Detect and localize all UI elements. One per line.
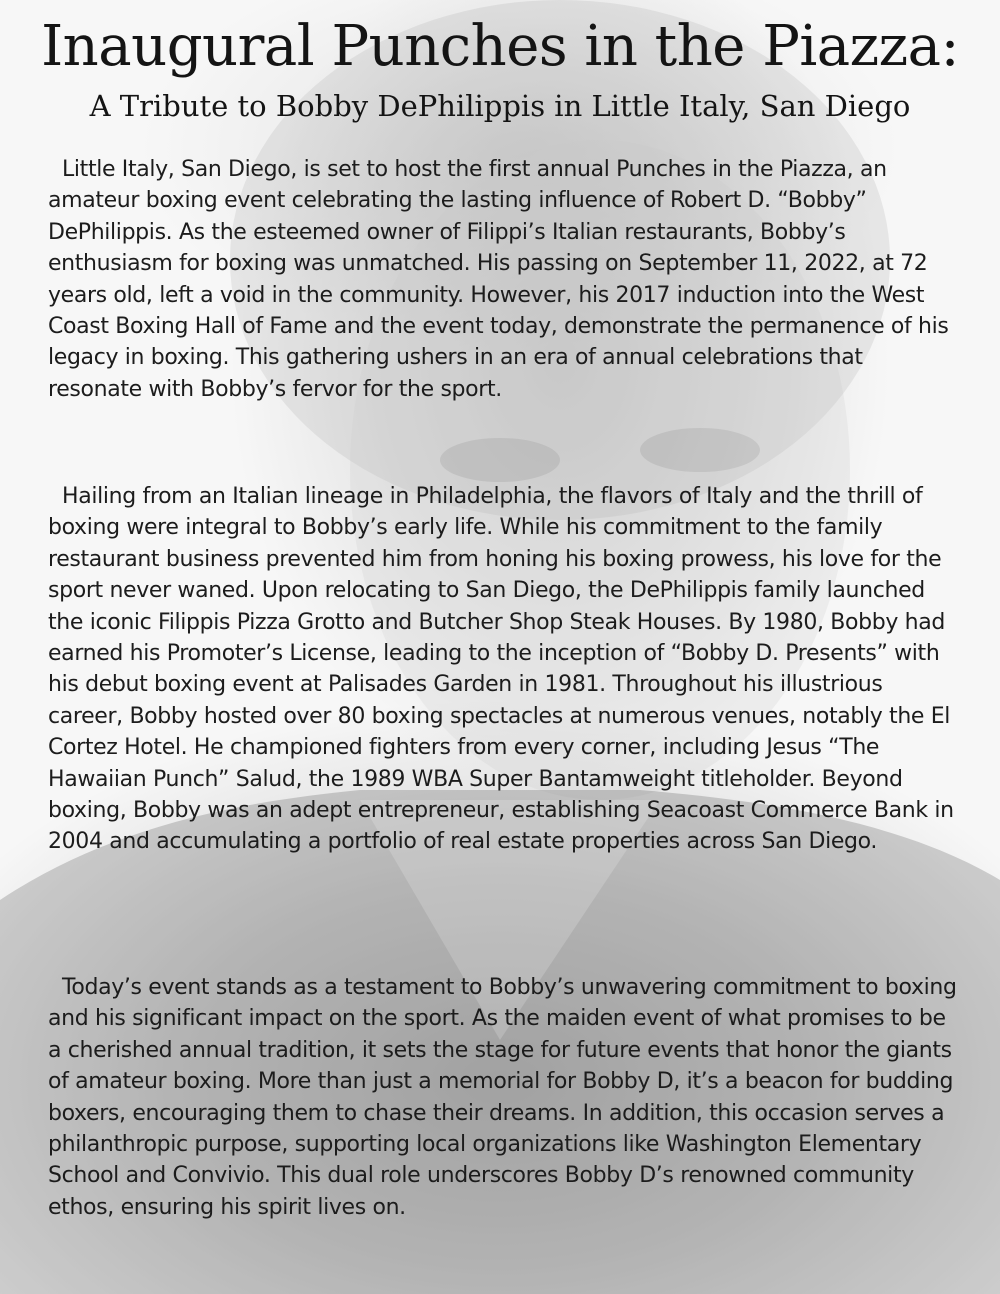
- paragraph-legacy: Today’s event stands as a testament to Bobby’s unwavering commitment to boxing and his significant impact on the sport. As the maiden event of what promises to be a cherished annual tradition, it sets the stage for future events that honor the giants of amateur boxing. More than just a memorial for Bobby D, it’s a beacon for budding boxers, encouraging them to chase their dreams. In addition, this occasion serves a philanthropic purpose, supporting local organizations like Washington Elementary School and Convivio. This dual role underscores Bobby D’s renowned community ethos, ensuring his spirit lives on.: [48, 975, 957, 1220]
- paragraph-biography: Hailing from an Italian lineage in Philadelphia, the flavors of Italy and the thrill of boxing were integral to Bobby’s early life. While his commitment to the family restaurant business prevented him from honing his boxing prowess, his love for the sport never waned. Upon relocating to San Diego, the DePhilippis family launched the iconic Filippis Pizza Grotto and Butcher Shop Steak Houses. By 1980, Bobby had earned his Promoter’s License, leading to the inception of “Bobby D. Presents” with his debut boxing event at Palisades Garden in 1981. Throughout his illustrious career, Bobby hosted over 80 boxing spectacles at numerous venues, notably the El Cortez Hotel. He championed fighters from every corner, including Jesus “The Hawaiian Punch” Salud, the 1989 WBA Super Bantamweight titleholder. Beyond boxing, Bobby was an adept entrepreneur, establishing Seacoast Commerce Bank in 2004 and accumulating a portfolio of real estate properties across San Diego.: [48, 484, 954, 855]
- page-title: Inaugural Punches in the Piazza:: [41, 14, 959, 79]
- page-subtitle: A Tribute to Bobby DePhilippis in Little Italy, San Diego: [89, 89, 911, 123]
- paragraph-intro: Little Italy, San Diego, is set to host the first annual Punches in the Piazza, an amateur boxing event celebrating the lasting influence of Robert D. “Bobby” DePhilippis. As the esteemed owner of Filippi’s Italian restaurants, Bobby’s enthusiasm for boxing was unmatched. His passing on September 11, 2022, at 72 years old, left a void in the community. However, his 2017 induction into the West Coast Boxing Hall of Fame and the event today, demonstrate the permanence of his legacy in boxing. This gathering ushers in an era of annual celebrations that resonate with Bobby’s fervor for the sport.: [48, 157, 949, 402]
